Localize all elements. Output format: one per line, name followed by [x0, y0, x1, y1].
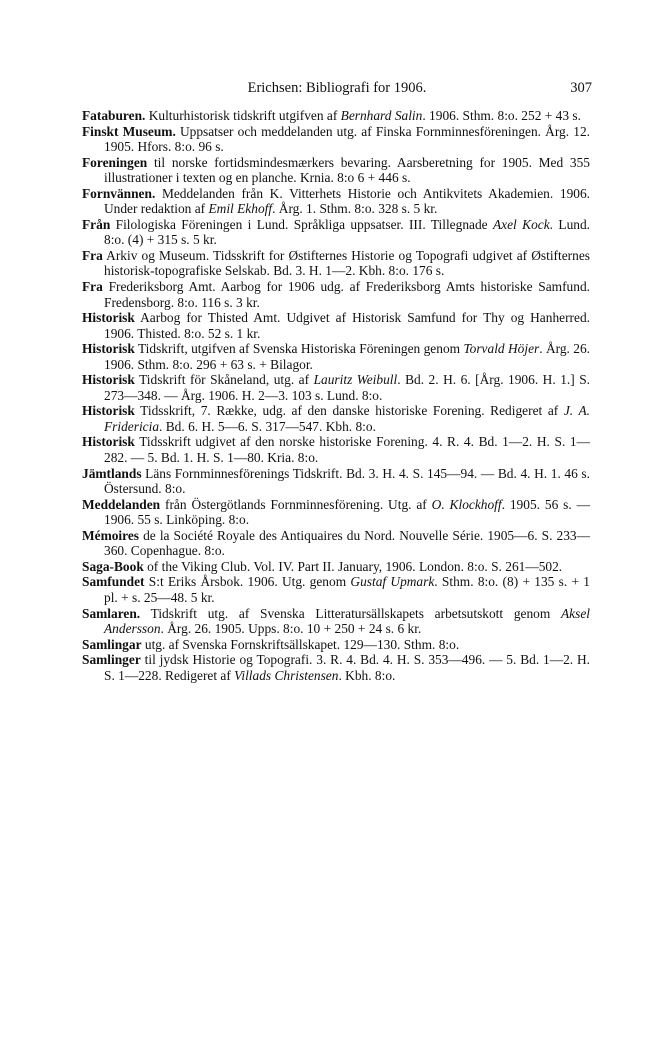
editor-name: Aksel Andersson	[104, 605, 590, 637]
bibliography-entry	[82, 652, 590, 683]
entry-text: S:t Eriks Årsbok. 1906. Utg. genom	[144, 574, 351, 590]
entry-headword: Fornvännen.	[82, 185, 156, 201]
entry-text: . Årg. 1. Sthm. 8:o. 328 s. 5 kr.	[272, 201, 438, 217]
entry-text: Meddelanden från K. Vitterhets Historie och Antikvitets Akademien. 1906. Under redaktion af	[104, 185, 590, 217]
bibliography-entry	[82, 124, 590, 155]
entry-text: Tidsskrift udgivet af den norske historiske Forening. 4. R. 4. Bd. 1—2. H. S. 1—282. — 5. Bd. 1. H. S. 1—80. Kria. 8:o.	[104, 434, 590, 466]
bibliography-entry	[82, 528, 590, 559]
entry-text: . Bd. 6. H. 5—6. S. 317—547. Kbh. 8:o.	[159, 418, 376, 434]
entry-headword: Samfundet	[82, 574, 145, 590]
entry-headword: Samlaren.	[82, 605, 141, 621]
bibliography-entry	[82, 637, 590, 653]
entry-headword: Finskt Museum.	[82, 123, 176, 139]
entry-text: Arkiv og Museum. Tidsskrift for Østifternes Historie og Topografi udgivet af Østifternes historisk-topografiske Selskab. Bd. 3. H. 1—2. Kbh. 8:o. 176 s.	[102, 247, 590, 279]
bibliography-entry	[82, 574, 590, 605]
bibliography-entry	[82, 186, 590, 217]
entry-text: Tidskrift utg. af Svenska Litteratursällskapets arbetsutskott genom	[140, 605, 561, 621]
entry-headword: Historisk	[82, 434, 135, 450]
editor-name: O. Klockhoff	[431, 496, 502, 512]
entry-text: från Östergötlands Fornminnesförening. Utg. af	[160, 496, 432, 512]
bibliography-entry	[82, 155, 590, 186]
bibliography-entry	[82, 279, 590, 310]
entry-text: Kulturhistorisk tidskrift utgifven af	[145, 108, 341, 123]
entry-headword: Meddelanden	[82, 496, 161, 512]
entry-headword: Samlingar	[82, 636, 142, 652]
bibliography-entry	[82, 497, 590, 528]
entry-text: Tidskrift för Skåneland, utg. af	[134, 372, 314, 388]
entry-headword: Fra	[82, 279, 103, 295]
entry-headword: Samlinger	[82, 652, 141, 668]
editor-name: Gustaf Upmark	[350, 574, 435, 590]
bibliography-entry	[82, 466, 590, 497]
entry-text: . Lund. 8:o. (4) + 315 s. 5 kr.	[104, 216, 591, 248]
bibliography-list	[82, 108, 590, 683]
editor-name: Bernhard Salin	[340, 108, 423, 123]
entry-headword: Foreningen	[82, 154, 148, 170]
entry-headword: Fra	[82, 247, 103, 263]
editor-name: Axel Kock	[492, 216, 550, 232]
editor-name: Villads Christensen	[234, 667, 339, 683]
entry-headword: Historisk	[82, 372, 135, 388]
editor-name: J. A. Fridericia	[104, 403, 590, 434]
entry-text: . Kbh. 8:o.	[338, 667, 396, 683]
bibliography-entry	[82, 403, 590, 434]
entry-headword: Från	[82, 216, 111, 232]
entry-text: Läns Fornminnesförenings Tidskrift. Bd. 3. H. 4. S. 145—94. — Bd. 4. H. 1. 46 s. Östersund. 8:o.	[104, 465, 590, 497]
entry-text: til jydsk Historie og Topografi. 3. R. 4. Bd. 4. H. S. 353—496. — 5. Bd. 1—2. H. S. 1—228. Redigeret af	[104, 652, 590, 683]
bibliography-entry	[82, 108, 590, 124]
entry-text: . Sthm. 8:o. (8) + 135 s. + 1 pl. + s. 25—48. 5 kr.	[104, 574, 591, 605]
bibliography-entry	[82, 341, 590, 372]
entry-headword: Fataburen.	[82, 108, 146, 123]
entry-headword: Jämtlands	[82, 465, 142, 481]
editor-name: Emil Ekhoff	[208, 201, 273, 217]
entry-text: utg. af Svenska Fornskriftsällskapet. 129—130. Sthm. 8:o.	[141, 636, 460, 652]
bibliography-entry	[82, 248, 590, 279]
entry-text: Tidsskrift, 7. Række, udg. af den danske historiske Forening. Redigeret af	[134, 403, 564, 419]
editor-name: Torvald Höjer	[463, 341, 540, 357]
page-number: 307	[570, 80, 592, 96]
entry-text: Uppsatser och meddelanden utg. af Finska Fornminnesföreningen. Årg. 12. 1905. Hfors. 8:o. 96 s.	[104, 123, 590, 155]
entry-text: Filologiska Föreningen i Lund. Språkliga uppsatser. III. Tillegnade	[110, 216, 493, 232]
entry-text: Frederiksborg Amt. Aarbog for 1906 udg. af Frederiksborg Amts historiske Samfund. Fredensborg. 8:o. 116 s. 3 kr.	[102, 279, 590, 310]
entry-text: of the Viking Club. Vol. IV. Part II. January, 1906. London. 8:o. S. 261—502.	[143, 558, 563, 574]
editor-name: Lauritz Weibull	[313, 372, 398, 388]
entry-text: . Årg. 26. 1906. Sthm. 8:o. 296 + 63 s. + Bilagor.	[104, 341, 590, 372]
entry-text: . Årg. 26. 1905. Upps. 8:o. 10 + 250 + 24 s. 6 kr.	[160, 621, 422, 637]
running-title: Erichsen: Bibliografi for 1906.	[247, 80, 427, 96]
running-header	[82, 80, 592, 98]
entry-text: Tidskrift, utgifven af Svenska Historiska Föreningen genom	[134, 341, 464, 357]
entry-headword: Mémoires	[82, 527, 140, 543]
entry-headword: Historisk	[82, 341, 135, 357]
entry-headword: Historisk	[82, 310, 135, 326]
entry-headword: Historisk	[82, 403, 135, 419]
entry-text: . 1905. 56 s. — 1906. 55 s. Linköping. 8:o.	[104, 496, 590, 528]
bibliography-entry	[82, 434, 590, 465]
bibliography-entry	[82, 559, 590, 575]
entry-text: Aarbog for Thisted Amt. Udgivet af Historisk Samfund for Thy og Hanherred. 1906. Thisted. 8:o. 52 s. 1 kr.	[104, 310, 590, 341]
entry-text: . Bd. 2. H. 6. [Årg. 1906. H. 1.] S. 273—348. — Årg. 1906. H. 2—3. 103 s. Lund. 8:o.	[104, 372, 590, 403]
bibliography-entry	[82, 372, 590, 403]
entry-text: . 1906. Sthm. 8:o. 252 + 43 s.	[422, 108, 581, 123]
entry-headword: Saga-Book	[82, 558, 144, 574]
bibliography-entry	[82, 606, 590, 637]
bibliography-entry	[82, 310, 590, 341]
entry-text: de la Société Royale des Antiquaires du Nord. Nouvelle Série. 1905—6. S. 233—360. Copenhague. 8:o.	[104, 527, 590, 559]
bibliography-entry	[82, 217, 590, 248]
entry-text: til norske fortidsmindesmærkers bevaring. Aarsberetning for 1905. Med 355 illustrationer i texten og en planche. Krnia. 8:o 6 + 446 s.	[104, 154, 590, 186]
